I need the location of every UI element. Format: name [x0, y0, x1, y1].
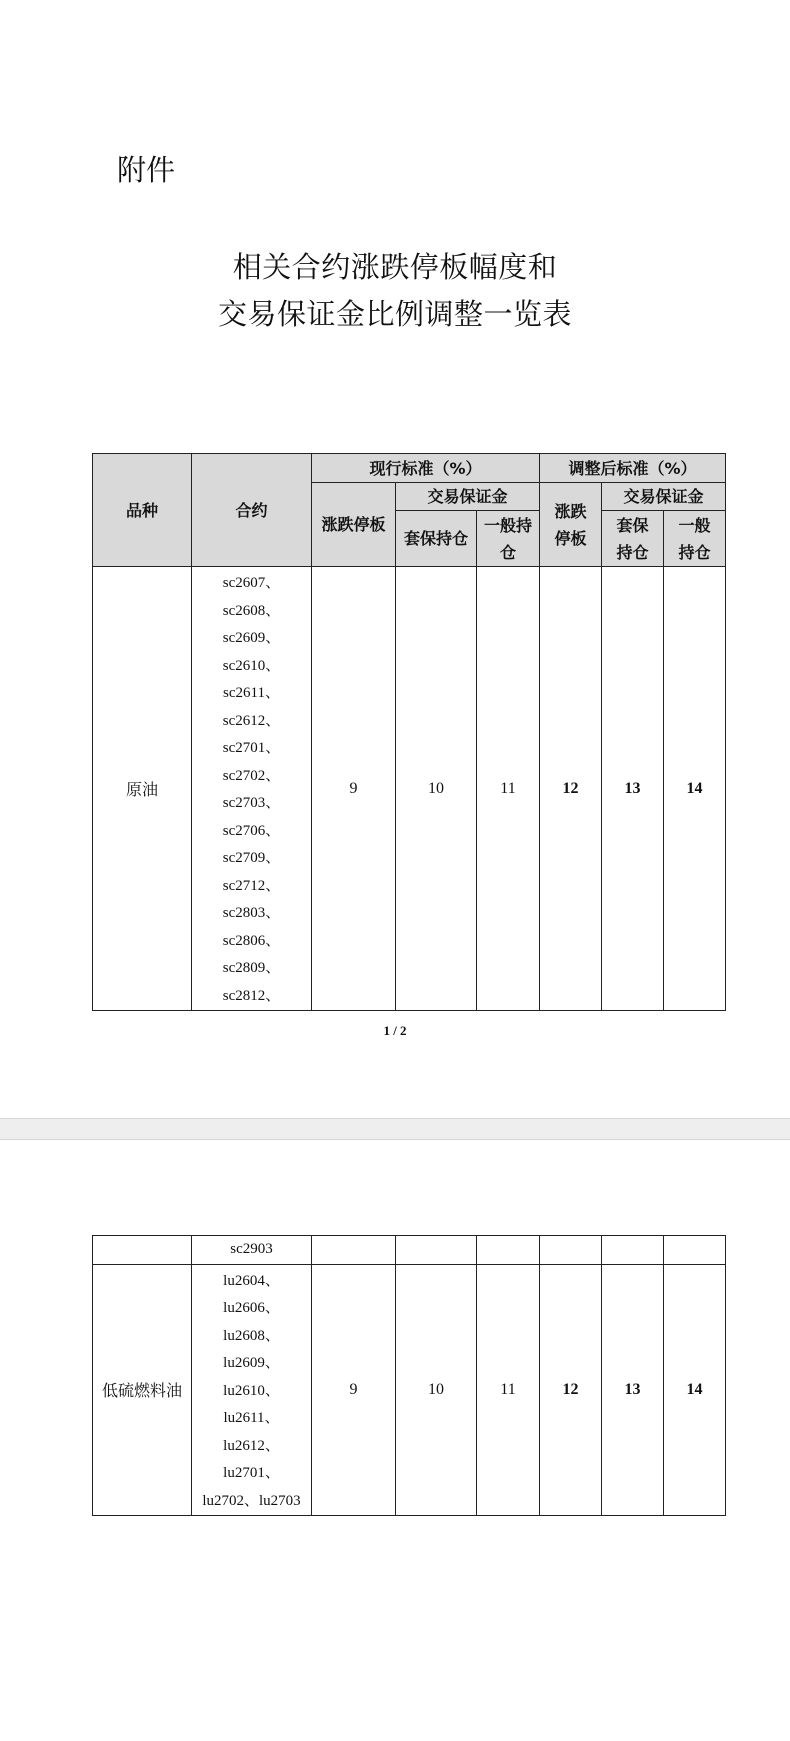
title-line-2: 交易保证金比例调整一览表 — [217, 297, 572, 331]
header-adjusted-standard: 调整后标准（%） — [540, 454, 726, 483]
adjustment-table-continued — [92, 1235, 726, 1516]
adjusted-limit-cell: 12 — [540, 567, 602, 1011]
empty-cell — [664, 1236, 726, 1265]
header-hedge-adjusted: 套保 持仓 — [602, 511, 664, 567]
variety-cell-empty — [93, 1236, 192, 1265]
empty-cell — [312, 1236, 396, 1265]
adjusted-general-cell: 14 — [664, 1264, 726, 1516]
variety-cell: 原油 — [93, 567, 192, 1011]
adjusted-general-cell: 14 — [664, 567, 726, 1011]
header-limit: 涨跌停板 — [312, 483, 396, 567]
attachment-label: 附件 — [117, 153, 176, 187]
header-hedge: 套保持仓 — [396, 511, 477, 567]
empty-cell — [540, 1236, 602, 1265]
current-hedge-cell: 10 — [396, 567, 477, 1011]
adjustment-table — [92, 453, 726, 1011]
current-limit-cell: 9 — [312, 1264, 396, 1516]
adjusted-hedge-cell: 13 — [602, 567, 664, 1011]
header-general-adjusted: 一般 持仓 — [664, 511, 726, 567]
current-hedge-cell: 10 — [396, 1264, 477, 1516]
variety-cell: 低硫燃料油 — [93, 1264, 192, 1516]
page-number: 1 / 2 — [383, 1023, 407, 1038]
current-general-cell: 11 — [477, 1264, 540, 1516]
table-row — [93, 567, 726, 1011]
empty-cell — [477, 1236, 540, 1265]
current-limit-cell: 9 — [312, 567, 396, 1011]
contracts-cell: sc2607、 sc2608、 sc2609、 sc2610、 sc2611、 sc2612、 sc2701、 sc2702、 sc2703、 sc2706、 sc2709、 sc2712、 sc2803、 sc2806、 sc2809、 sc2812、 — [192, 567, 312, 1011]
header-general: 一般持 仓 — [477, 511, 540, 567]
adjusted-hedge-cell: 13 — [602, 1264, 664, 1516]
contracts-cell: lu2604、 lu2606、 lu2608、 lu2609、 lu2610、 lu2611、 lu2612、 lu2701、 lu2702、lu2703 — [192, 1264, 312, 1516]
header-margin: 交易保证金 — [396, 483, 540, 511]
header-limit-adjusted: 涨跌 停板 — [540, 483, 602, 567]
page-separator — [0, 1118, 790, 1140]
empty-cell — [602, 1236, 664, 1265]
adjusted-limit-cell: 12 — [540, 1264, 602, 1516]
header-current-standard: 现行标准（%） — [312, 454, 540, 483]
header-margin-adjusted: 交易保证金 — [602, 483, 726, 511]
header-contract: 合约 — [192, 454, 312, 567]
table-row — [93, 1264, 726, 1516]
current-general-cell: 11 — [477, 567, 540, 1011]
header-variety: 品种 — [93, 454, 192, 567]
table-row — [93, 1236, 726, 1265]
contracts-cell-continued: sc2903 — [192, 1236, 312, 1265]
document-page-2 — [0, 1140, 790, 1741]
title-line-1: 相关合约涨跌停板幅度和 — [232, 250, 558, 284]
empty-cell — [396, 1236, 477, 1265]
